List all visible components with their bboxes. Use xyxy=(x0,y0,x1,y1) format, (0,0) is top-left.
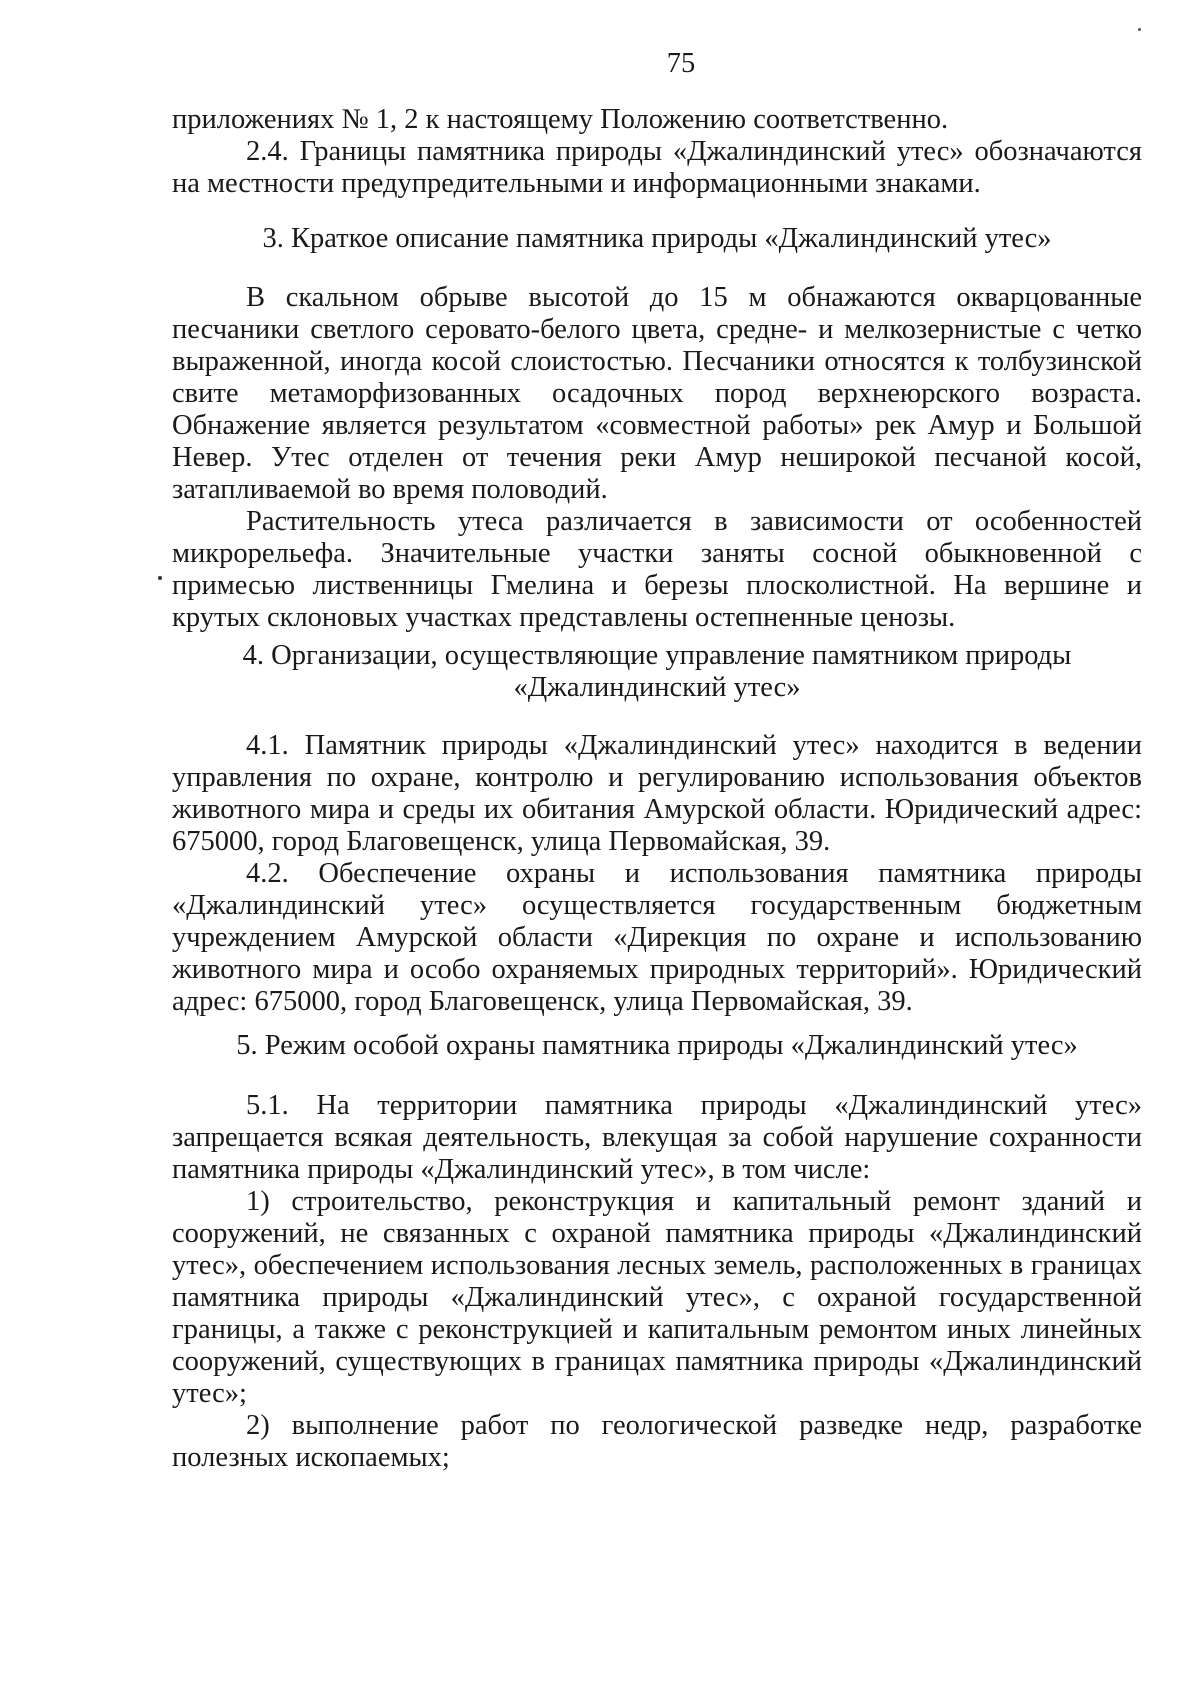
heading: «Джалиндинский утес» xyxy=(513,672,801,703)
heading: 3. Краткое описание памятника природы «Джалиндинский утес» xyxy=(262,223,1052,254)
paragraph: В скальном обрыве высотой до 15 м обнажаются окварцованные песчаники светлого серовато-белого цвета, средне- и мелкозернистые с четко выраженной, иногда косой слоистостью. Песчаники относятся к толбузинской свите метаморфизованных осадочных пород верхнеюрского возраста. Обнажение является результатом «совместной работы» рек Амур и Большой Невер. Утес отделен от течения реки Амур неширокой песчаной косой, затапливаемой во время половодий. xyxy=(172,282,1142,505)
paragraph: Растительность утеса различается в зависимости от особенностей микрорельефа. Значительные участки заняты сосной обыкновенной с примесью лиственницы Гмелина и березы плосколистной. На вершине и крутых склоновых участках представлены остепненные ценозы. xyxy=(172,506,1142,633)
text-block-3 xyxy=(172,730,1142,1018)
text-block-2 xyxy=(172,282,1142,634)
paragraph: приложениях № 1, 2 к настоящему Положению соответственно. xyxy=(172,104,949,135)
paragraph: 2.4. Границы памятника природы «Джалиндинский утес» обозначаются на местности предупредительными и информационными знаками. xyxy=(172,136,1142,199)
heading: 4. Организации, осуществляющие управление памятником природы xyxy=(242,640,1072,671)
section-heading-5 xyxy=(172,1030,1142,1062)
section-heading-4 xyxy=(172,640,1142,704)
scan-speck xyxy=(1138,28,1141,31)
paragraph: 4.2. Обеспечение охраны и использования памятника природы «Джалиндинский утес» осуществляется государственным бюджетным учреждением Амурской области «Дирекция по охране и использованию животного мира и особо охраняемых природных территорий». Юридический адрес: 675000, город Благовещенск, улица Первомайская, 39. xyxy=(172,858,1142,1017)
paragraph: 4.1. Памятник природы «Джалиндинский утес» находится в ведении управления по охране, контролю и регулированию использования объектов животного мира и среды их обитания Амурской области. Юридический адрес: 675000, город Благовещенск, улица Первомайская, 39. xyxy=(172,730,1142,857)
paragraph: 2) выполнение работ по геологической разведке недр, разработке полезных ископаемых; xyxy=(172,1410,1142,1473)
paragraph: 1) строительство, реконструкция и капитальный ремонт зданий и сооружений, не связанных с охраной памятника природы «Джалиндинский утес», обеспечением использования лесных земель, расположенных в границах памятника природы «Джалиндинский утес», с охраной государственной границы, а также с реконструкцией и капитальным ремонтом иных линейных сооружений, существующих в границах памятника природы «Джалиндинский утес»; xyxy=(172,1186,1142,1409)
paragraph: 5.1. На территории памятника природы «Джалиндинский утес» запрещается всякая деятельность, влекущая за собой нарушение сохранности памятника природы «Джалиндинский утес», в том числе: xyxy=(172,1090,1142,1185)
section-heading-3 xyxy=(172,223,1142,255)
scan-speck xyxy=(158,576,162,580)
text-block-1 xyxy=(172,104,1142,200)
page-number: 75 xyxy=(666,48,696,79)
text-block-4 xyxy=(172,1090,1142,1474)
heading: 5. Режим особой охраны памятника природы «Джалиндинский утес» xyxy=(236,1030,1078,1061)
